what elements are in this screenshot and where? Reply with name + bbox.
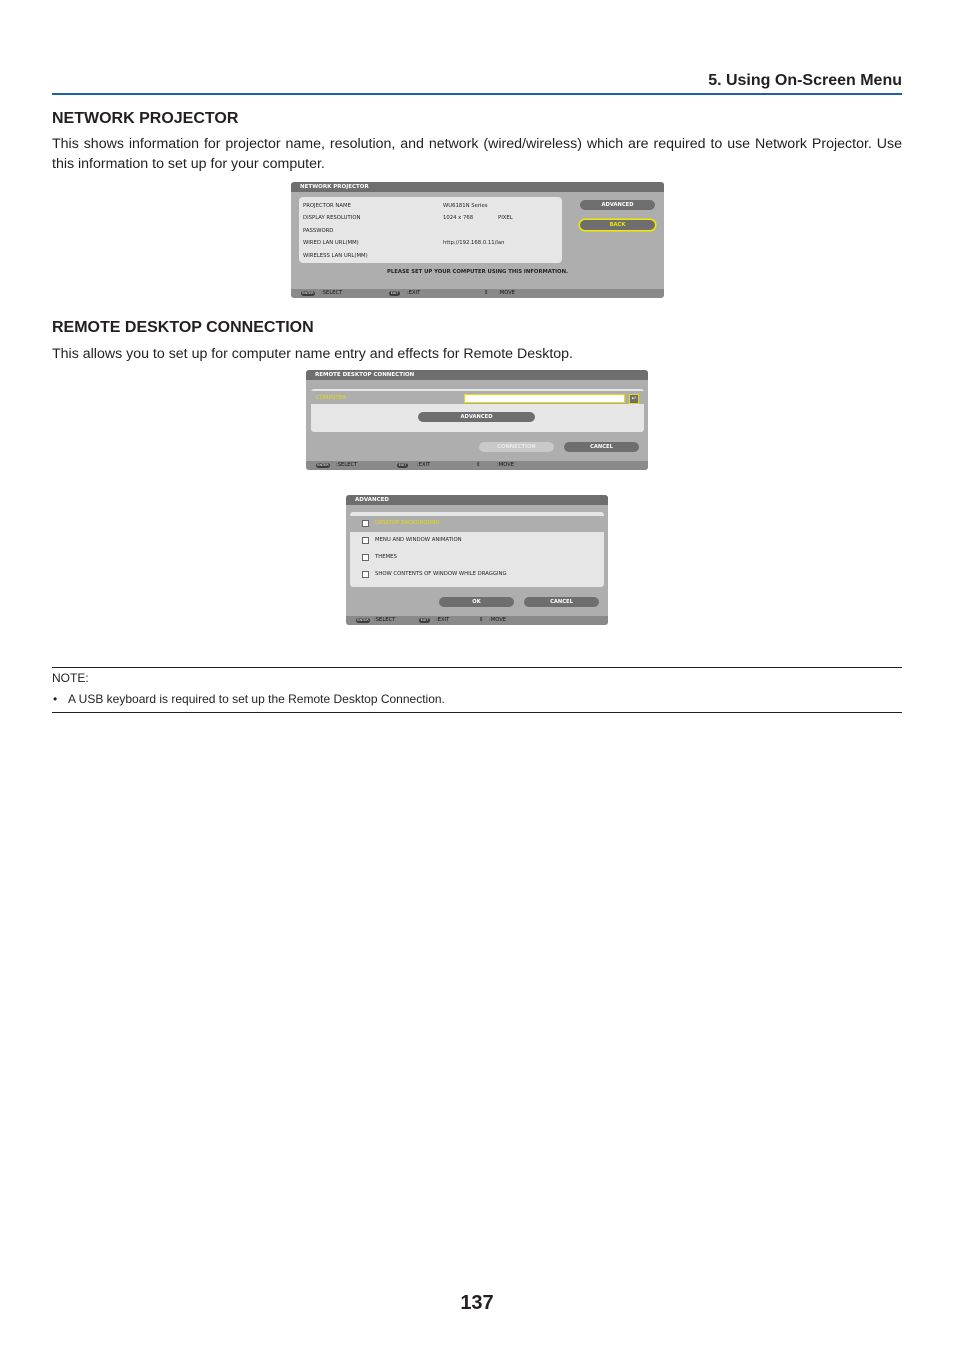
screen-title: REMOTE DESKTOP CONNECTION xyxy=(306,370,648,380)
ok-button[interactable]: OK xyxy=(439,597,514,607)
row-label-display-resolution: DISPLAY RESOLUTION xyxy=(303,215,361,221)
screen-title: ADVANCED xyxy=(346,495,608,505)
exit-key-icon: EXIT xyxy=(420,618,429,622)
footer-move: :MOVE xyxy=(489,617,507,623)
screen-title: NETWORK PROJECTOR xyxy=(291,182,664,192)
footer-exit: :EXIT xyxy=(407,290,421,296)
move-arrows-icon: ⇕ xyxy=(484,290,489,296)
row-value-display-resolution: 1024 x 768 xyxy=(443,215,474,221)
exit-key-icon: EXIT xyxy=(398,463,407,467)
enter-key-icon: ENTER xyxy=(357,618,369,622)
row-label-projector-name: PROJECTOR NAME xyxy=(303,203,351,209)
advanced-screen xyxy=(346,495,608,625)
back-button[interactable]: BACK xyxy=(580,220,655,230)
info-panel xyxy=(299,197,562,263)
screen-footer xyxy=(346,616,608,625)
options-panel xyxy=(350,512,604,587)
option-label: THEMES xyxy=(375,554,397,560)
move-arrows-icon: ⇕ xyxy=(476,462,481,468)
footer-move: :MOVE xyxy=(497,462,515,468)
row-label-password: PASSWORD xyxy=(303,228,334,234)
connection-button[interactable]: CONNECTION xyxy=(479,442,554,452)
checkbox-icon[interactable] xyxy=(362,554,369,561)
row-value-projector-name: WU6181N Series xyxy=(443,203,488,209)
note-top-rule xyxy=(52,667,902,668)
exit-key-icon: EXIT xyxy=(390,291,399,295)
enter-key-icon: ENTER xyxy=(302,291,314,295)
checkbox-icon[interactable] xyxy=(362,537,369,544)
setup-message: PLEASE SET UP YOUR COMPUTER USING THIS INFORMATION. xyxy=(386,269,569,275)
row-label-wireless-lan-url: WIRELESS LAN URL(MM) xyxy=(303,253,368,259)
row-label-wired-lan-url: WIRED LAN URL(MM) xyxy=(303,240,359,246)
page-number: 137 xyxy=(460,1292,494,1314)
move-arrows-icon: ⇕ xyxy=(479,617,484,623)
remote-desktop-description: This allows you to set up for computer name entry and effects for Remote Desktop. xyxy=(52,346,573,362)
computer-name-input[interactable] xyxy=(464,394,625,403)
computer-panel xyxy=(311,389,644,432)
network-projector-description: This shows information for projector name, resolution, and network (wired/wireless) which are required to use Network Projector. Use this information to set up for your computer. xyxy=(52,136,902,172)
computer-label: COMPUTER xyxy=(316,395,346,401)
advanced-button[interactable]: ADVANCED xyxy=(580,200,655,210)
note-text: A USB keyboard is required to set up the Remote Desktop Connection. xyxy=(68,692,445,706)
enter-key-icon: ENTER xyxy=(317,463,329,467)
screen-footer xyxy=(306,461,648,470)
row-unit-display-resolution: PIXEL xyxy=(498,215,513,221)
chapter-title: 5. Using On-Screen Menu xyxy=(708,72,902,89)
row-value-wired-lan-url: http://192.168.0.11/lan xyxy=(443,240,505,246)
footer-select: :SELECT xyxy=(374,617,396,623)
footer-exit: :EXIT xyxy=(417,462,431,468)
remote-desktop-screen xyxy=(306,370,648,470)
note-bullet: • xyxy=(53,692,58,706)
cancel-button[interactable]: CANCEL xyxy=(564,442,639,452)
option-label: MENU AND WINDOW ANIMATION xyxy=(375,537,462,543)
checkbox-icon[interactable] xyxy=(362,520,369,527)
footer-select: :SELECT xyxy=(321,290,343,296)
option-label: DESKTOP BACKGROUND xyxy=(375,520,440,526)
footer-exit: :EXIT xyxy=(436,617,450,623)
enter-input-icon[interactable]: ↵ xyxy=(629,394,639,404)
network-projector-heading: NETWORK PROJECTOR xyxy=(52,110,239,127)
network-projector-screen xyxy=(291,182,664,298)
screen-footer xyxy=(291,289,664,298)
advanced-button[interactable]: ADVANCED xyxy=(418,412,535,422)
footer-move: :MOVE xyxy=(498,290,516,296)
header-rule xyxy=(52,93,902,95)
option-label: SHOW CONTENTS OF WINDOW WHILE DRAGGING xyxy=(375,571,507,577)
footer-select: :SELECT xyxy=(336,462,358,468)
cancel-button[interactable]: CANCEL xyxy=(524,597,599,607)
checkbox-icon[interactable] xyxy=(362,571,369,578)
note-label: NOTE: xyxy=(52,671,89,685)
note-bottom-rule xyxy=(52,712,902,713)
remote-desktop-heading: REMOTE DESKTOP CONNECTION xyxy=(52,319,314,336)
